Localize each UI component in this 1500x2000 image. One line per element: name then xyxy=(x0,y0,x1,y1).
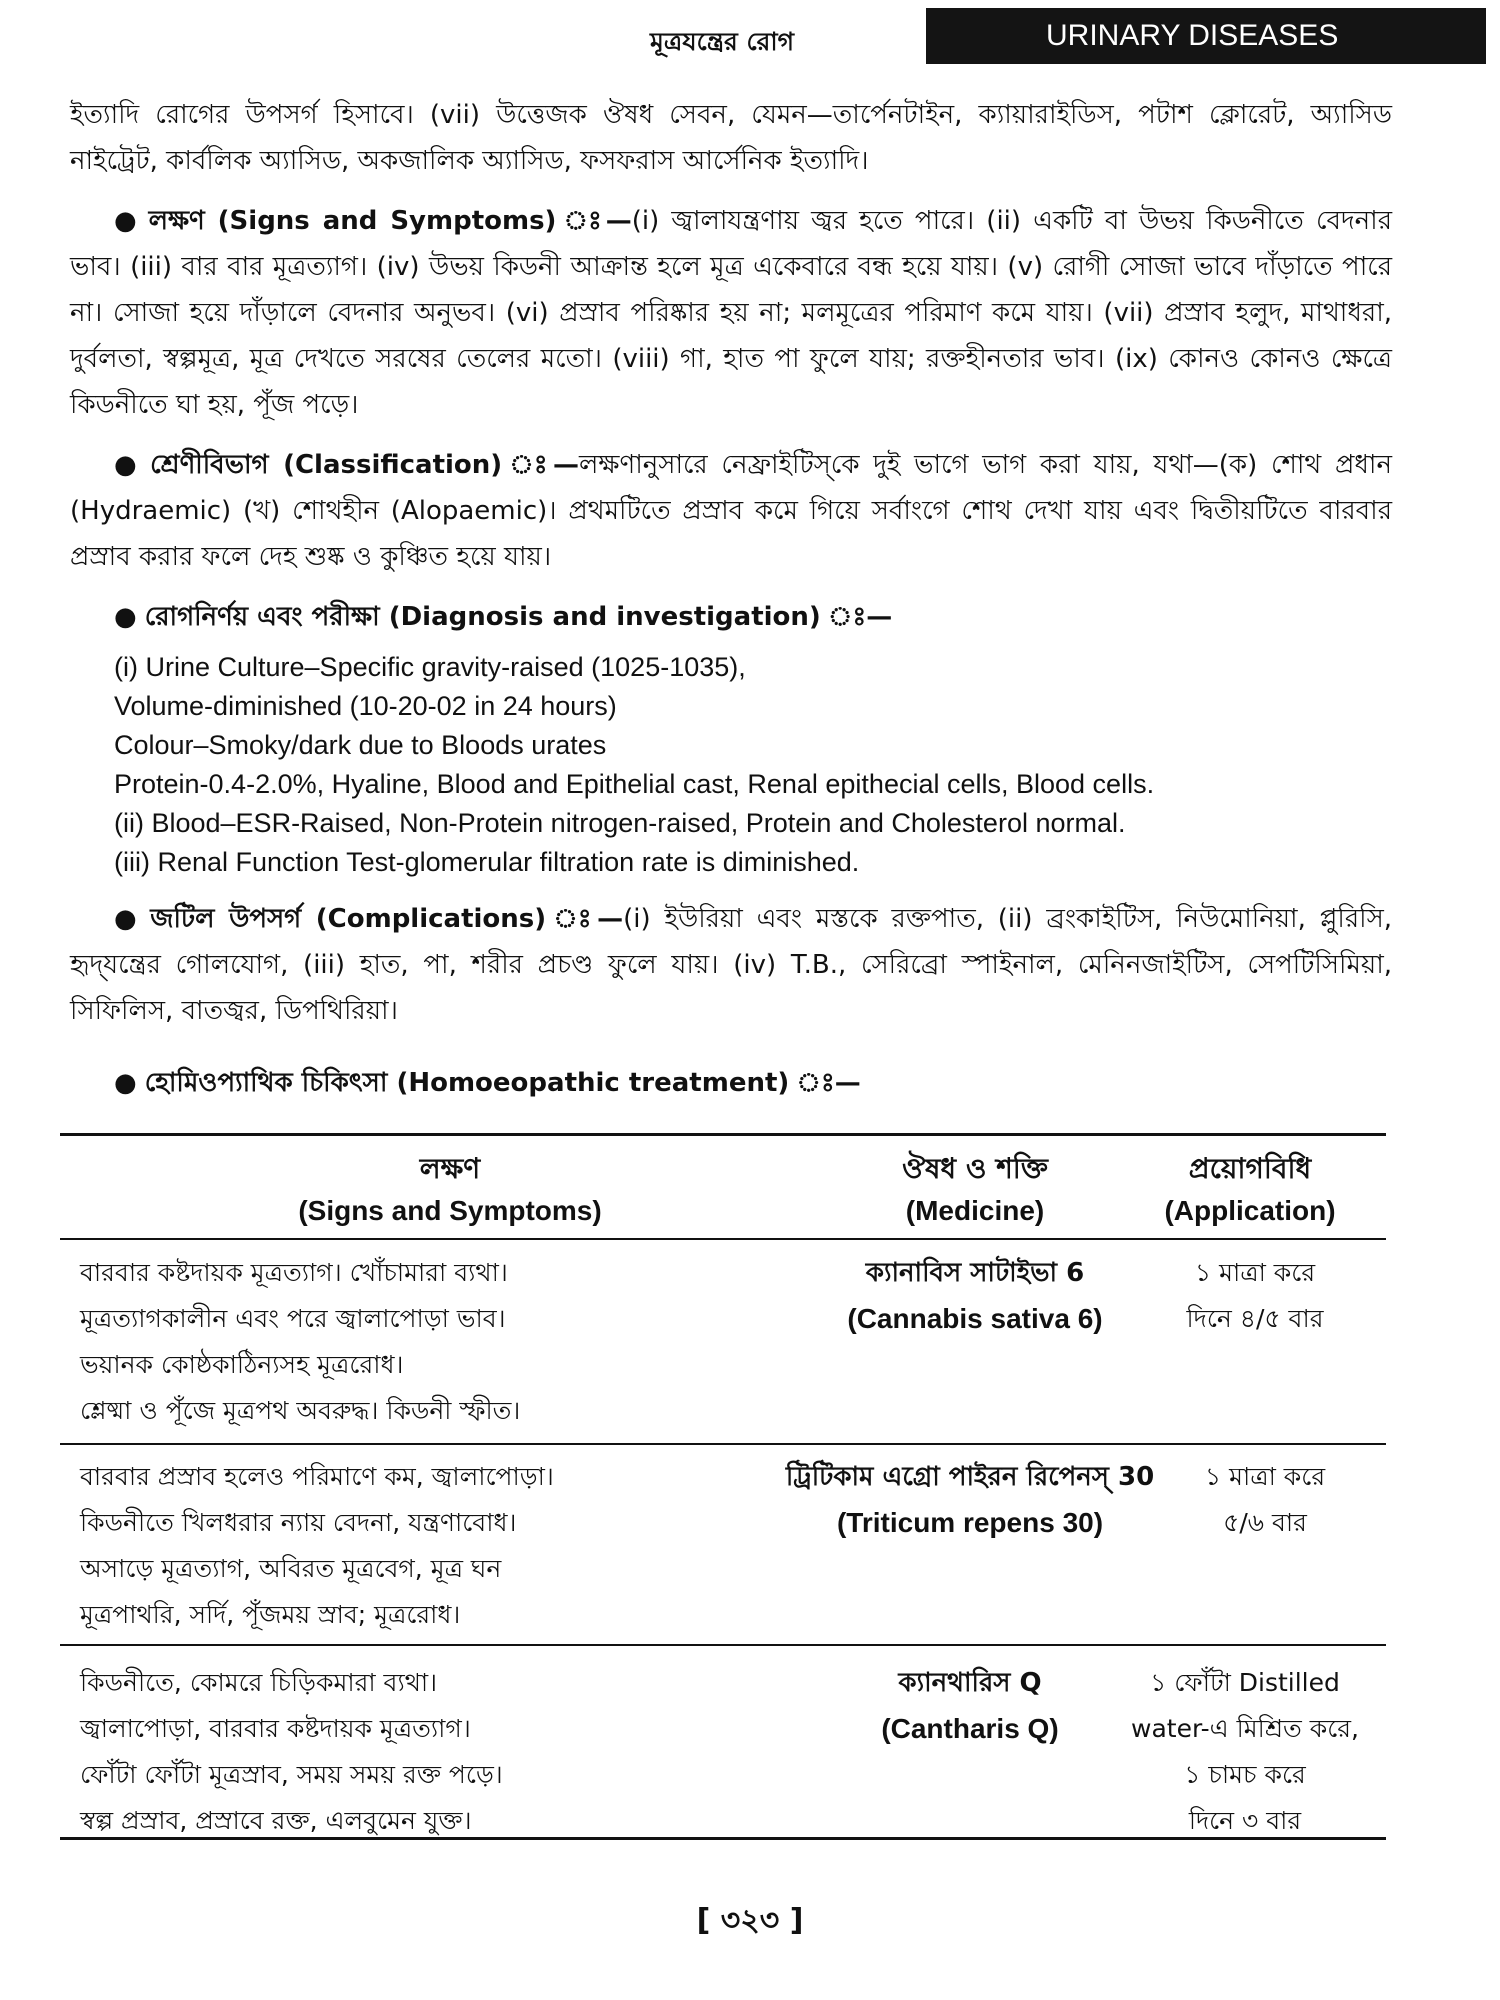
column-header-medicine xyxy=(860,1148,1090,1232)
classification-paragraph xyxy=(70,442,1392,580)
bullet-icon: ● xyxy=(114,206,141,236)
diagnosis-list xyxy=(114,648,1392,882)
complications-paragraph xyxy=(70,896,1392,1034)
table-top-rule xyxy=(60,1133,1386,1136)
table-row-symptoms xyxy=(80,1660,503,1844)
medicine-name-en: (Cannabis sativa 6) xyxy=(847,1303,1103,1334)
symptom-line: কিডনীতে, কোমরে চিড়িকমারা ব্যথা। xyxy=(80,1668,438,1697)
treatment-heading-row xyxy=(114,1062,861,1106)
column-header-application-en: (Application) xyxy=(1164,1195,1336,1226)
medicine-name-bn: ক্যানাবিস সাটাইভা 6 xyxy=(865,1258,1085,1288)
column-header-medicine-en: (Medicine) xyxy=(905,1195,1045,1226)
diagnosis-heading: রোগনির্ণয় এবং পরীক্ষা (Diagnosis and investigation) ঃ— xyxy=(144,602,893,632)
table-header-rule xyxy=(60,1238,1386,1240)
complications-text: (i) ইউরিয়া এবং মস্তকে রক্তপাত, (ii) ব্রংকাইটিস, নিউমোনিয়া, প্লুরিসি, হৃদ্‌যন্ত্রের গোলযোগ, (iii) হাত, পা, শরীর প্রচণ্ড ফুলে যায়। (iv) T.B., সেরিব্রো স্পাইনাল, মেনিনজাইটিস, সেপটিসিমিয়া, সিফিলিস, বাতজ্বর, ডিপথিরিয়া। xyxy=(70,904,1393,1026)
column-header-application xyxy=(1135,1148,1365,1232)
classification-heading: শ্রেণীবিভাগ (Classification) ঃ— xyxy=(150,450,580,480)
symptom-line: বারবার কষ্টদায়ক মূত্রত্যাগ। খোঁচামারা ব্যথা। xyxy=(80,1258,508,1287)
symptom-line: শ্লেষ্মা ও পূঁজে মূত্রপথ অবরুদ্ধ। কিডনী স্ফীত। xyxy=(80,1396,521,1425)
table-row-medicine xyxy=(730,1454,1210,1546)
application-line: দিনে ৪/৫ বার xyxy=(1186,1304,1324,1333)
diagnosis-line: (iii) Renal Function Test-glomerular filtration rate is diminished. xyxy=(114,847,860,877)
application-line: ৫/৬ বার xyxy=(1223,1508,1307,1537)
table-row-symptoms xyxy=(80,1454,554,1638)
application-line: ১ মাত্রা করে xyxy=(1194,1258,1316,1287)
table-row-application xyxy=(1160,1454,1370,1546)
symptom-line: ভয়ানক কোষ্ঠকাঠিন্যসহ মূত্ররোধ। xyxy=(80,1350,404,1379)
bullet-icon: ● xyxy=(114,1068,137,1098)
table-row-symptoms xyxy=(80,1250,520,1434)
symptom-line: মূত্রত্যাগকালীন এবং পরে জ্বালাপোড়া ভাব। xyxy=(80,1304,506,1333)
complications-heading: জটিল উপসর্গ (Complications) ঃ— xyxy=(150,904,624,934)
symptom-line: মূত্রপাথরি, সর্দি, পূঁজময় স্রাব; মূত্ররোধ। xyxy=(80,1600,461,1629)
column-header-signs xyxy=(230,1148,670,1232)
bullet-icon: ● xyxy=(114,450,143,480)
column-header-signs-bn: লক্ষণ xyxy=(419,1152,481,1185)
intro-paragraph: ইত্যাদি রোগের উপসর্গ হিসাবে। (vii) উত্তেজক ঔষধ সেবন, যেমন—তার্পেনটাইন, ক্যায়ারাইডিস, পটাশ ক্লোরেট, অ্যাসিড নাইট্রেট, কার্বলিক অ্যাসিড, অকজালিক অ্যাসিড, ফসফরাস আর্সেনিক ইত্যাদি। xyxy=(70,100,1392,176)
column-header-application-bn: প্রয়োগবিধি xyxy=(1188,1152,1312,1185)
signs-paragraph xyxy=(70,198,1392,428)
diagnosis-line: Volume-diminished (10-20-02 in 24 hours) xyxy=(114,691,617,721)
medicine-name-en: (Cantharis Q) xyxy=(881,1713,1059,1744)
application-line: ১ মাত্রা করে xyxy=(1204,1462,1326,1491)
table-row-medicine xyxy=(800,1250,1150,1342)
diagnosis-line: Colour–Smoky/dark due to Bloods urates xyxy=(114,730,607,760)
application-line: ১ চামচ করে xyxy=(1184,1760,1306,1789)
table-row-application xyxy=(1100,1660,1390,1844)
diagnosis-heading-row xyxy=(114,594,1392,640)
symptom-line: বারবার প্রস্রাব হলেও পরিমাণে কম, জ্বালাপোড়া। xyxy=(80,1462,554,1491)
diagnosis-line: (ii) Blood–ESR-Raised, Non-Protein nitrogen-raised, Protein and Cholesterol normal. xyxy=(114,808,1126,838)
table-row-application xyxy=(1140,1250,1370,1342)
page-body xyxy=(70,92,1392,1034)
bullet-icon: ● xyxy=(114,602,137,632)
classification-text: লক্ষণানুসারে নেফ্রাইটিস্‌কে দুই ভাগে ভাগ করা যায়, যথা—(ক) শোথ প্রধান (Hydraemic) (খ) শোথহীন (Alopaemic)। প্রথমটিতে প্রস্রাব কমে গিয়ে সর্বাংগে শোথ দেখা যায় এবং দ্বিতীয়টিতে বারবার প্রস্রাব করার ফলে দেহ শুষ্ক ও কুঞ্চিত হয়ে যায়। xyxy=(70,450,1392,572)
medicine-name-bn: ট্রিটিকাম এগ্রো পাইরন রিপেনস্‌ 30 xyxy=(785,1462,1155,1492)
page-number: [ ৩২৩ ] xyxy=(696,1903,804,1938)
bullet-icon: ● xyxy=(114,904,143,934)
signs-heading: লক্ষণ (Signs and Symptoms) ঃ— xyxy=(148,206,632,236)
column-header-signs-en: (Signs and Symptoms) xyxy=(298,1195,602,1226)
application-line: ১ ফোঁটা Distilled xyxy=(1150,1668,1340,1697)
table-row-divider xyxy=(60,1443,1386,1445)
diagnosis-line: (i) Urine Culture–Specific gravity-raised (1025-1035), xyxy=(114,652,746,682)
running-header-english: URINARY DISEASES xyxy=(926,8,1486,64)
medicine-name-en: (Triticum repens 30) xyxy=(836,1507,1104,1538)
application-line: দিনে ৩ বার xyxy=(1188,1806,1302,1835)
table-row-divider xyxy=(60,1644,1386,1646)
running-header-bengali: মূত্রযন্ত্রের রোগ xyxy=(650,27,795,56)
symptom-line: ফোঁটা ফোঁটা মূত্রস্রাব, সময় সময় রক্ত পড়ে। xyxy=(80,1760,503,1789)
application-line: water-এ মিশ্রিত করে, xyxy=(1131,1714,1359,1743)
treatment-heading: হোমিওপ্যাথিক চিকিৎসা (Homoeopathic treatment) ঃ— xyxy=(144,1068,861,1098)
medicine-name-bn: ক্যানথারিস Q xyxy=(898,1668,1042,1698)
diagnosis-line: Protein-0.4-2.0%, Hyaline, Blood and Epithelial cast, Renal epithecial cells, Blood cells. xyxy=(114,769,1155,799)
symptom-line: অসাড়ে মূত্রত্যাগ, অবিরত মূত্রবেগ, মূত্র ঘন xyxy=(80,1554,502,1583)
symptom-line: জ্বালাপোড়া, বারবার কষ্টদায়ক মূত্রত্যাগ। xyxy=(80,1714,471,1743)
symptom-line: কিডনীতে খিলধরার ন্যায় বেদনা, যন্ত্রণাবোধ। xyxy=(80,1508,517,1537)
symptom-line: স্বল্প প্রস্রাব, প্রস্রাবে রক্ত, এলবুমেন যুক্ত। xyxy=(80,1806,472,1835)
column-header-medicine-bn: ঔষধ ও শক্তি xyxy=(902,1152,1048,1185)
signs-text: (i) জ্বালাযন্ত্রণায় জ্বর হতে পারে। (ii) একটি বা উভয় কিডনীতে বেদনার ভাব। (iii) বার বার মূত্রত্যাগ। (iv) উভয় কিডনী আক্রান্ত হলে মূত্র একেবারে বন্ধ হয়ে যায়। (v) রোগী সোজা ভাবে দাঁড়াতে পারে না। সোজা হয়ে দাঁড়ালে বেদনার অনুভব। (vi) প্রস্রাব পরিষ্কার হয় না; মলমূত্রের পরিমাণ কমে যায়। (vii) প্রস্রাব হলুদ, মাথাধরা, দুর্বলতা, স্বল্পমূত্র, মূত্র দেখতে সরষের তেলের মতো। (viii) গা, হাত পা ফুলে যায়; রক্তহীনতার ভাব। (ix) কোনও কোনও ক্ষেত্রে কিডনীতে ঘা হয়, পূঁজ পড়ে। xyxy=(70,206,1392,420)
table-row-medicine xyxy=(840,1660,1100,1752)
